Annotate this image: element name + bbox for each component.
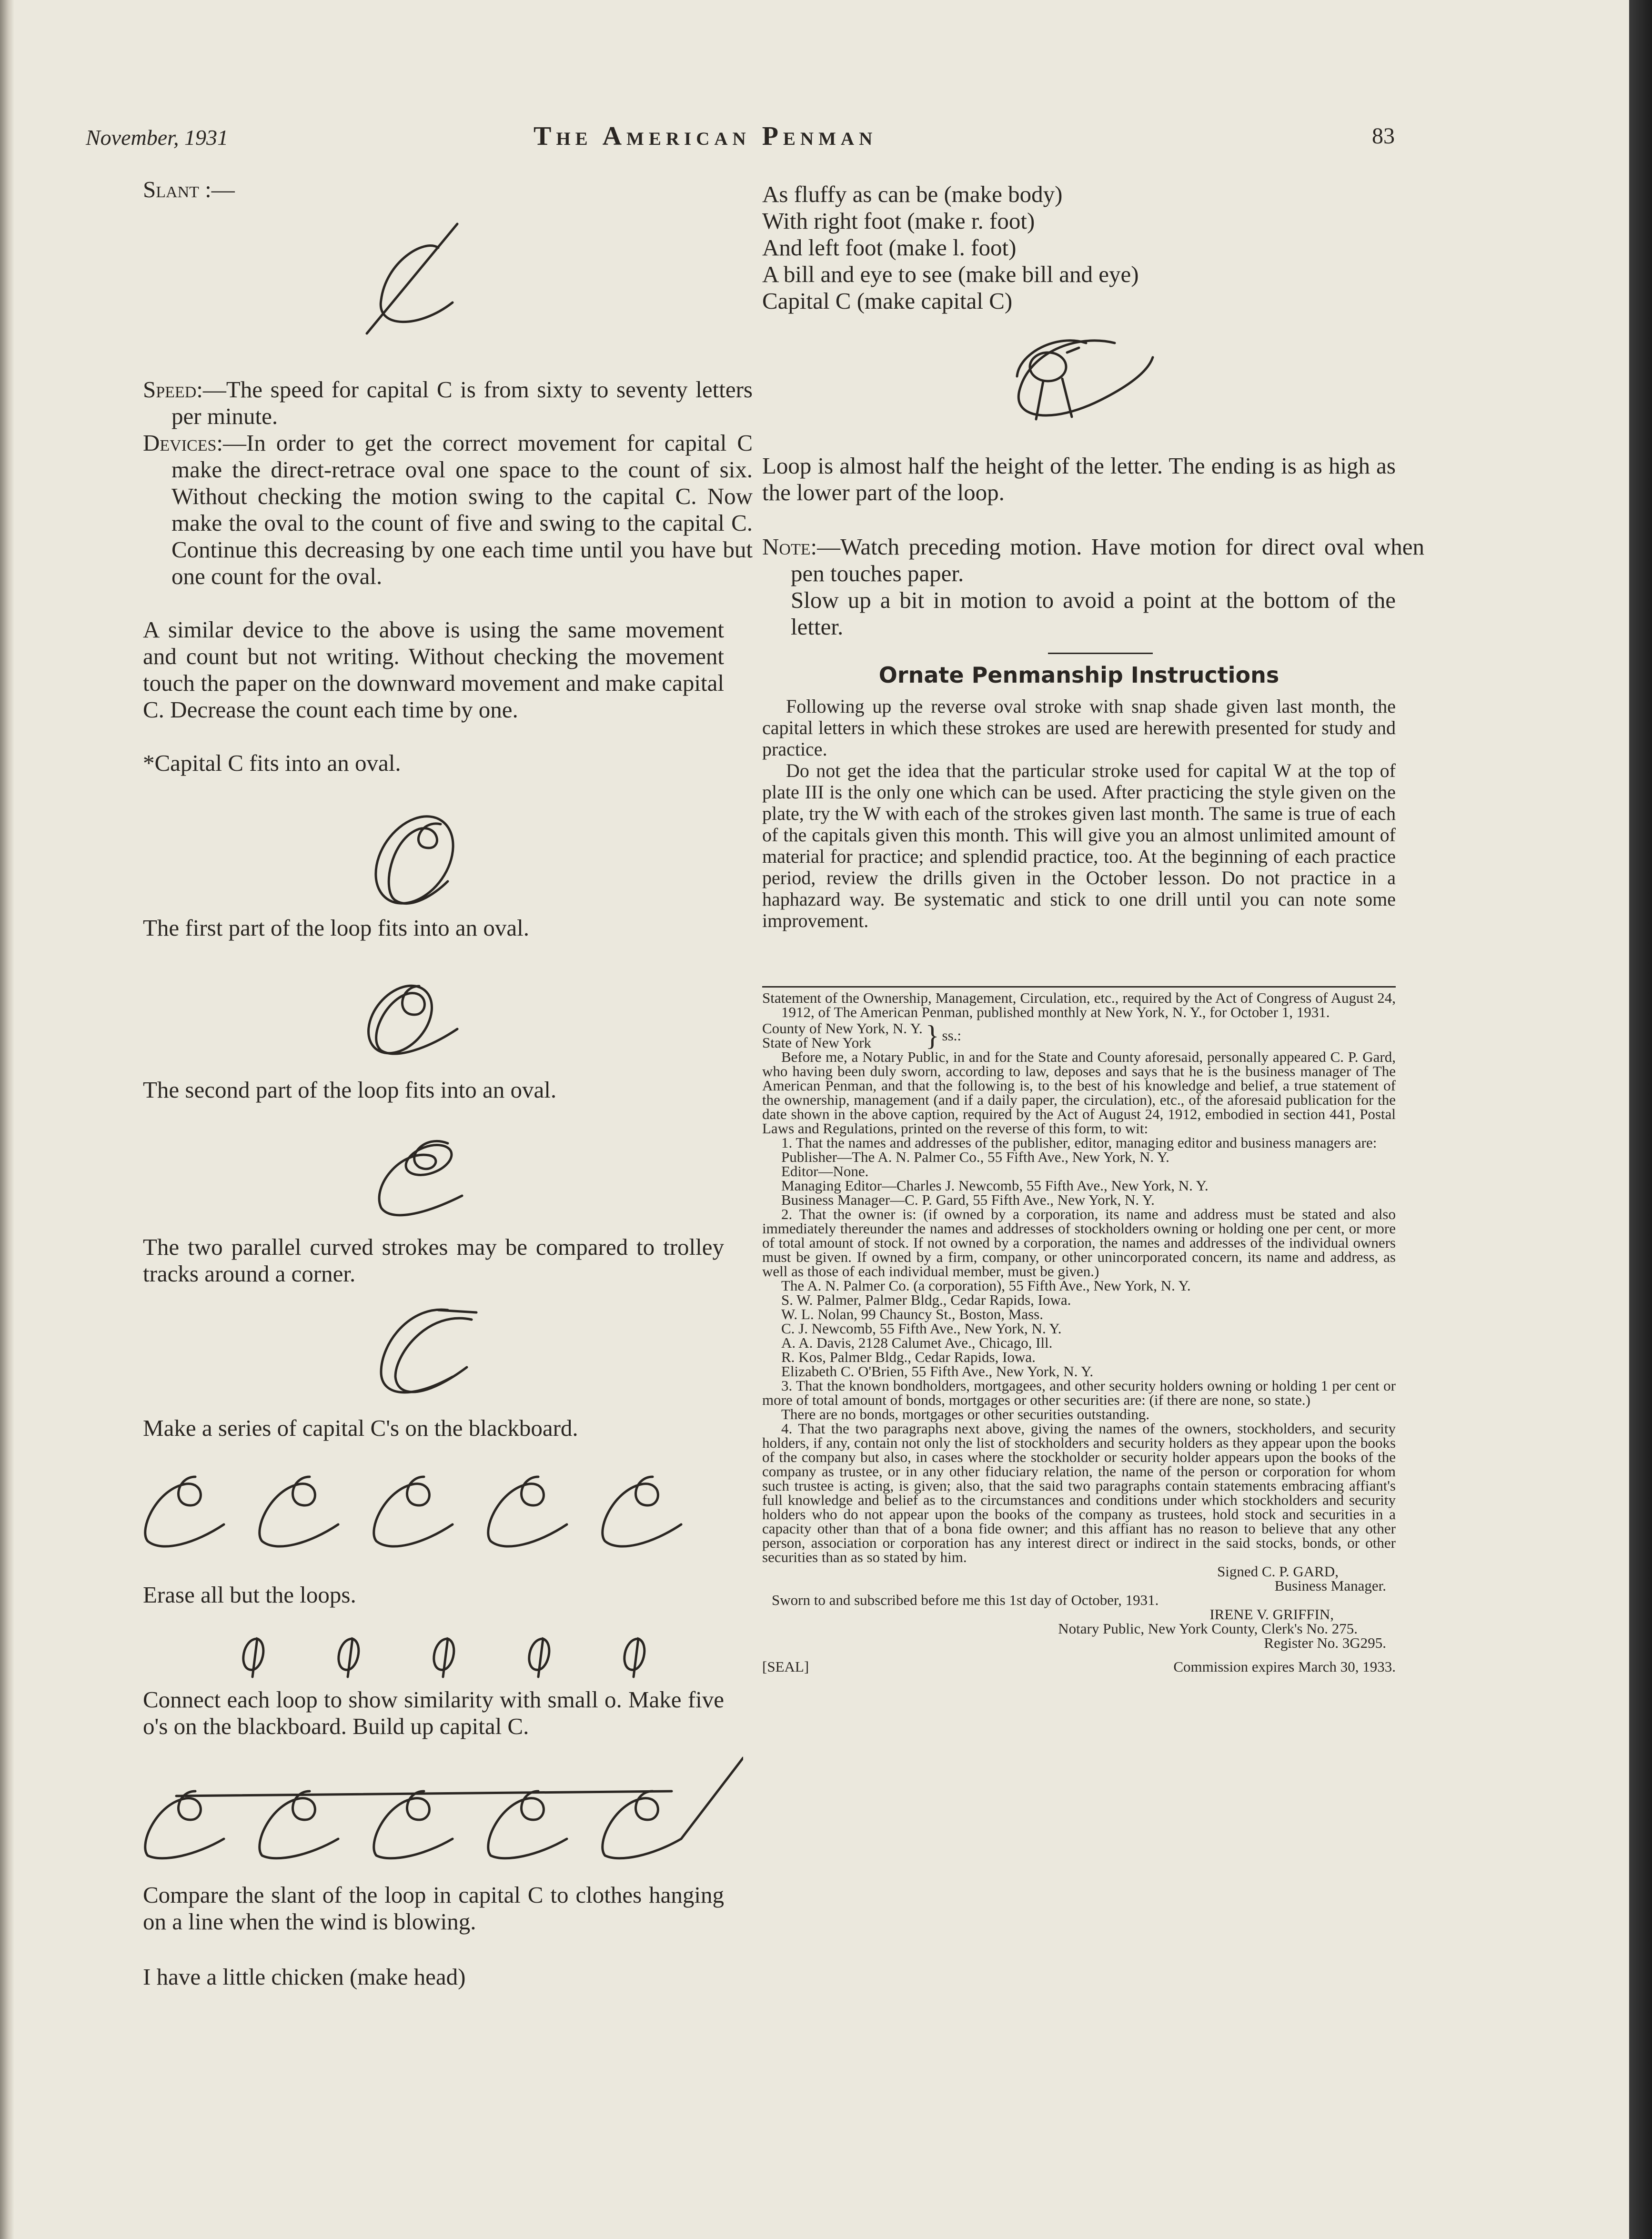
no-bonds-line: There are no bonds, mortgages or other securities outstanding. [781, 1406, 1150, 1422]
item-2-paragraph: 2. That the owner is: (if owned by a corporation, its name and address must be stated and also immediately thereunder the names and addresses of stockholders owning or holding one per cent, or more of total amount of stock. If not owned by a corporation, the names and addresses of the individual owners must be given. If owned by a firm, company, or other unincorporated concern, its name and address, as well as those of each individual member, must be given.) [762, 1206, 1396, 1280]
devices-text: :—In order to get the correct movement for capital C make the direct-retrace oval one space to the count of six. Without checking the motion swing to the capital C. Now make the oval to the count of five and swing to the capital C. Continue this decreasing by one each time until you have but one count for the oval. [171, 430, 753, 589]
ornate-paragraph-2: Do not get the idea that the particular stroke used for capital W at the top of plate III is the only one which can be used. After practicing the style given on the plate, try the W with each of the strokes given last month. The same is true of each of the capitals given this month. This will give you an almost unlimited amount of material for practice; and splendid practice, too. At the beginning of each practice period, review the drills given in the October lesson. Do not practice in a haphazard way. Be systematic and stick to one drill until you can note some improvement. [762, 760, 1396, 931]
oval-capital-c-figure [357, 805, 472, 915]
before-me-paragraph: Before me, a Notary Public, in and for the State and County aforesaid, personally appeared C. P. Gard, who having been duly sworn, according to law, deposes and says that he is the business manager of The American Penman, and that the following is, to the best of his knowledge and belief, a true statement of the ownership, management (and if a daily paper, the circulation), etc., of the aforesaid publication for the date shown in the above caption, required by the Act of August 24, 1912, embodied in section 441, Postal Laws and Regulations, printed on the reverse of this form, to wit: [762, 1049, 1396, 1137]
note-text: :—Watch preceding motion. Have motion for direct oval when pen touches paper. [791, 534, 1424, 586]
publisher-line: Publisher—The A. N. Palmer Co., 55 Fifth Ave., New York, N. Y. [781, 1149, 1169, 1165]
signed-title: Business Manager. [1274, 1577, 1386, 1594]
rhyme-line-1: As fluffy as can be (make body) [762, 181, 1063, 207]
commission-line: Commission expires March 30, 1933. [1173, 1658, 1396, 1675]
business-manager-line: Business Manager—C. P. Gard, 55 Fifth Ave., New York, N. Y. [781, 1191, 1155, 1208]
erase-text: Erase all but the loops. [143, 1582, 356, 1608]
slant-label: Slant :— [143, 176, 235, 202]
second-part-text: The second part of the loop fits into an oval. [143, 1077, 557, 1103]
trolley-tracks-figure [353, 1301, 486, 1410]
section-divider-short [1048, 653, 1153, 654]
managing-editor-line: Managing Editor—Charles J. Newcomb, 55 Fifth Ave., New York, N. Y. [781, 1177, 1209, 1194]
editor-line: Editor—None. [781, 1163, 869, 1180]
notary-name: IRENE V. GRIFFIN, [1209, 1606, 1334, 1623]
second-loop-figure [348, 1129, 481, 1224]
item-1-paragraph: 1. That the names and addresses of the publisher, editor, managing editor and business managers are: [781, 1134, 1377, 1151]
note-label: Note [762, 534, 811, 560]
venue-ss: ss.: [942, 1027, 962, 1044]
seal-mark: [SEAL] [762, 1658, 809, 1675]
first-loop-figure [348, 967, 481, 1062]
first-part-text: The first part of the loop fits into an oval. [143, 915, 530, 941]
ornate-instructions [762, 696, 1396, 931]
venue-county: County of New York, N. Y. [762, 1020, 923, 1037]
signed-line: Signed C. P. GARD, [1217, 1563, 1339, 1580]
sworn-line: Sworn to and subscribed before me this 1st day of October, 1931. [772, 1592, 1159, 1608]
fits-oval-text: *Capital C fits into an oval. [143, 750, 401, 776]
owner-line: S. W. Palmer, Palmer Bldg., Cedar Rapids, Iowa. [781, 1291, 1071, 1308]
series-capital-c-figure [124, 1462, 743, 1553]
rhyme-line-2: With right foot (make r. foot) [762, 208, 1035, 234]
statement-intro: Statement of the Ownership, Management, Circulation, etc., required by the Act of Congress of August 24, 1912, of The American Penman, published monthly at New York, N. Y., for October 1, 1931. [762, 989, 1396, 1020]
page-number: 83 [1372, 123, 1395, 149]
slant-diagram-figure [357, 219, 481, 343]
chicken-text: I have a little chicken (make head) [143, 1964, 466, 1990]
speed-text: :—The speed for capital C is from sixty to seventy letters per minute. [171, 376, 753, 429]
owner-line: A. A. Davis, 2128 Calumet Ave., Chicago, Ill. [781, 1334, 1053, 1351]
venue-state: State of New York [762, 1034, 872, 1051]
venue-block [762, 1021, 1396, 1050]
loops-only-figure [229, 1629, 705, 1682]
seal-commission-row [762, 1650, 1396, 1674]
item-4-paragraph: 4. That the two paragraphs next above, giving the names of the owners, stockholders, and security holders, if any, contain not only the list of stockholders and security holders as they appear upon the books of the company but also, in cases where the stockholder or security holder appears upon the books of the company as trustee, or in any other fiduciary relation, the name of the person or corporation for whom such trustee is acting, is given; also, that the said two paragraphs contain statements embracing affiant's full knowledge and belief as to the circumstances and conditions under which stockholders and security holders who do not appear upon the books of the company as trustees, hold stock and securities in a capacity other than that of a bona fide owner; and this affiant has no reason to believe that any other person, association or corporation has any interest direct or indirect in the said stocks, bonds, or other securities than as so stated by him. [762, 1420, 1396, 1565]
issue-date: November, 1931 [86, 125, 228, 150]
devices-paragraph [143, 430, 753, 590]
owner-line: Elizabeth C. O'Brien, 55 Fifth Ave., New York, N. Y. [781, 1363, 1094, 1380]
owner-line: W. L. Nolan, 99 Chauncy St., Boston, Mass. [781, 1306, 1043, 1322]
slow-up-text: Slow up a bit in motion to avoid a point at the bottom of the letter. [791, 587, 1396, 640]
register-line: Register No. 3G295. [1264, 1634, 1386, 1651]
compare-text: Compare the slant of the loop in capital C to clothes hanging on a line when the wind is blowing. [143, 1882, 724, 1935]
ornate-heading: Ornate Penmanship Instructions [878, 662, 1279, 688]
ownership-statement [762, 991, 1396, 1674]
owner-line: The A. N. Palmer Co. (a corporation), 55 Fifth Ave., New York, N. Y. [781, 1277, 1191, 1294]
notary-line: Notary Public, New York County, Clerk's No. 275. [1058, 1620, 1358, 1637]
rhyme-line-3: And left foot (make l. foot) [762, 234, 1017, 261]
rhyme-line-5: Capital C (make capital C) [762, 288, 1013, 314]
book-spine-shadow [0, 0, 14, 2239]
trolley-text: The two parallel curved strokes may be compared to trolley tracks around a corner. [143, 1234, 724, 1287]
rhyme-line-4: A bill and eye to see (make bill and eye) [762, 261, 1139, 287]
speed-paragraph [143, 376, 753, 430]
note-paragraph [762, 534, 1424, 587]
scan-border [1629, 0, 1652, 2239]
similar-device-paragraph: A similar device to the above is using the same movement and count but not writing. Without checking the movement touch the paper on the downward movement and make capital C. Decrease the count each time by one. [143, 616, 724, 723]
connect-text: Connect each loop to show similarity with small o. Make five o's on the blackboard. Build up capital C. [143, 1686, 724, 1739]
loop-note-text: Loop is almost half the height of the letter. The ending is as high as the lower part of the loop. [762, 453, 1396, 505]
venue-brace: } [925, 1020, 939, 1051]
blackboard-text: Make a series of capital C's on the blackboard. [143, 1415, 578, 1441]
chicken-capital-c-figure [991, 324, 1162, 438]
owner-line: C. J. Newcomb, 55 Fifth Ave., New York, N. Y. [781, 1320, 1062, 1337]
ornate-paragraph-1: Following up the reverse oval stroke with snap shade given last month, the capital letters in which these strokes are used are herewith presented for study and practice. [762, 696, 1396, 760]
owner-line: R. Kos, Palmer Bldg., Cedar Rapids, Iowa. [781, 1349, 1036, 1365]
section-divider-long [762, 986, 1396, 988]
build-up-capital-c-figure [124, 1753, 743, 1863]
magazine-title: The American Penman [534, 121, 877, 151]
devices-label: Devices [143, 430, 217, 456]
speed-label: Speed [143, 376, 197, 403]
item-3-paragraph: 3. That the known bondholders, mortgagees, and other security holders owning or holding 1 per cent or more of total amount of bonds, mortgages or other securities are: (if there are none, so state.) [762, 1377, 1396, 1408]
